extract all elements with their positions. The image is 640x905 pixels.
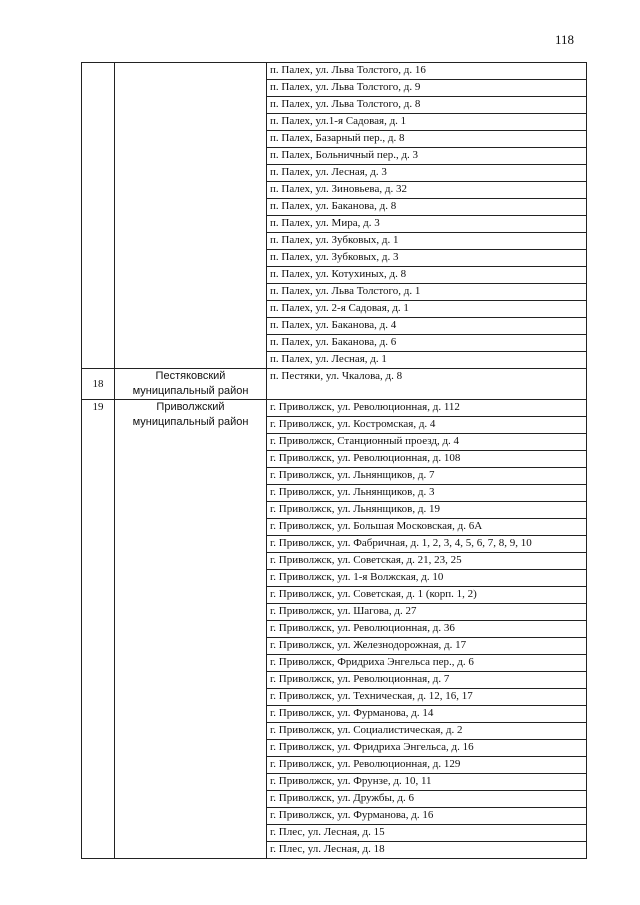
address-cell: г. Плес, ул. Лесная, д. 18 xyxy=(267,842,587,859)
row-number: 18 xyxy=(82,369,115,400)
address-cell: г. Плес, ул. Лесная, д. 15 xyxy=(267,825,587,842)
address-cell: п. Палех, ул. Льва Толстого, д. 8 xyxy=(267,97,587,114)
address-cell: г. Приволжск, ул. Революционная, д. 7 xyxy=(267,672,587,689)
address-cell: г. Приволжск, ул. Фурманова, д. 16 xyxy=(267,808,587,825)
address-cell: г. Приволжск, ул. Шагова, д. 27 xyxy=(267,604,587,621)
address-cell: г. Приволжск, ул. Революционная, д. 112 xyxy=(267,400,587,417)
address-cell: г. Приволжск, ул. Революционная, д. 129 xyxy=(267,757,587,774)
table-row xyxy=(82,63,587,80)
address-table-body xyxy=(82,63,587,859)
address-cell: п. Палех, ул. Льва Толстого, д. 9 xyxy=(267,80,587,97)
district-name xyxy=(115,63,267,369)
table-row xyxy=(82,369,587,400)
address-cell: п. Палех, ул. Зиновьева, д. 32 xyxy=(267,182,587,199)
address-cell: г. Приволжск, ул. Фабричная, д. 1, 2, 3, 4, 5, 6, 7, 8, 9, 10 xyxy=(267,536,587,553)
address-cell: г. Приволжск, ул. Большая Московская, д. 6А xyxy=(267,519,587,536)
address-cell: г. Приволжск, ул. Льнянщиков, д. 7 xyxy=(267,468,587,485)
address-table xyxy=(81,62,587,859)
address-cell: г. Приволжск, ул. Фрунзе, д. 10, 11 xyxy=(267,774,587,791)
address-cell: п. Палех, ул. Баканова, д. 8 xyxy=(267,199,587,216)
address-cell: п. Палех, ул. Льва Толстого, д. 16 xyxy=(267,63,587,80)
address-cell: г. Приволжск, ул. Революционная, д. 108 xyxy=(267,451,587,468)
address-cell: г. Приволжск, ул. Советская, д. 21, 23, 25 xyxy=(267,553,587,570)
row-number xyxy=(82,63,115,369)
table-row xyxy=(82,400,587,417)
address-cell: п. Палех, ул. 2-я Садовая, д. 1 xyxy=(267,301,587,318)
row-number: 19 xyxy=(82,400,115,859)
district-name: Приволжский муниципальный район xyxy=(115,400,267,859)
district-name: Пестяковский муниципальный район xyxy=(115,369,267,400)
address-cell: п. Палех, ул. Баканова, д. 4 xyxy=(267,318,587,335)
address-cell: г. Приволжск, ул. Революционная, д. 36 xyxy=(267,621,587,638)
address-cell: г. Приволжск, ул. Фридриха Энгельса, д. 16 xyxy=(267,740,587,757)
address-cell: п. Палех, Базарный пер., д. 8 xyxy=(267,131,587,148)
address-cell: г. Приволжск, ул. Фурманова, д. 14 xyxy=(267,706,587,723)
address-cell: п. Пестяки, ул. Чкалова, д. 8 xyxy=(267,369,587,400)
address-cell: г. Приволжск, ул. Дружбы, д. 6 xyxy=(267,791,587,808)
address-cell: г. Приволжск, ул. Льнянщиков, д. 3 xyxy=(267,485,587,502)
address-cell: п. Палех, ул. Котухиных, д. 8 xyxy=(267,267,587,284)
address-cell: г. Приволжск, Станционный проезд, д. 4 xyxy=(267,434,587,451)
address-cell: г. Приволжск, ул. 1-я Волжская, д. 10 xyxy=(267,570,587,587)
address-cell: п. Палех, ул. Зубковых, д. 3 xyxy=(267,250,587,267)
page-number: 118 xyxy=(555,32,575,47)
address-cell: г. Приволжск, ул. Техническая, д. 12, 16, 17 xyxy=(267,689,587,706)
address-cell: г. Приволжск, ул. Костромская, д. 4 xyxy=(267,417,587,434)
address-cell: п. Палех, Больничный пер., д. 3 xyxy=(267,148,587,165)
address-cell: г. Приволжск, ул. Социалистическая, д. 2 xyxy=(267,723,587,740)
address-cell: п. Палех, ул.1-я Садовая, д. 1 xyxy=(267,114,587,131)
address-cell: г. Приволжск, ул. Советская, д. 1 (корп. 1, 2) xyxy=(267,587,587,604)
address-cell: г. Приволжск, Фридриха Энгельса пер., д. 6 xyxy=(267,655,587,672)
address-cell: п. Палех, ул. Баканова, д. 6 xyxy=(267,335,587,352)
address-cell: п. Палех, ул. Мира, д. 3 xyxy=(267,216,587,233)
address-cell: п. Палех, ул. Льва Толстого, д. 1 xyxy=(267,284,587,301)
address-cell: п. Палех, ул. Лесная, д. 1 xyxy=(267,352,587,369)
address-cell: г. Приволжск, ул. Льнянщиков, д. 19 xyxy=(267,502,587,519)
address-cell: п. Палех, ул. Зубковых, д. 1 xyxy=(267,233,587,250)
address-cell: п. Палех, ул. Лесная, д. 3 xyxy=(267,165,587,182)
address-cell: г. Приволжск, ул. Железнодорожная, д. 17 xyxy=(267,638,587,655)
